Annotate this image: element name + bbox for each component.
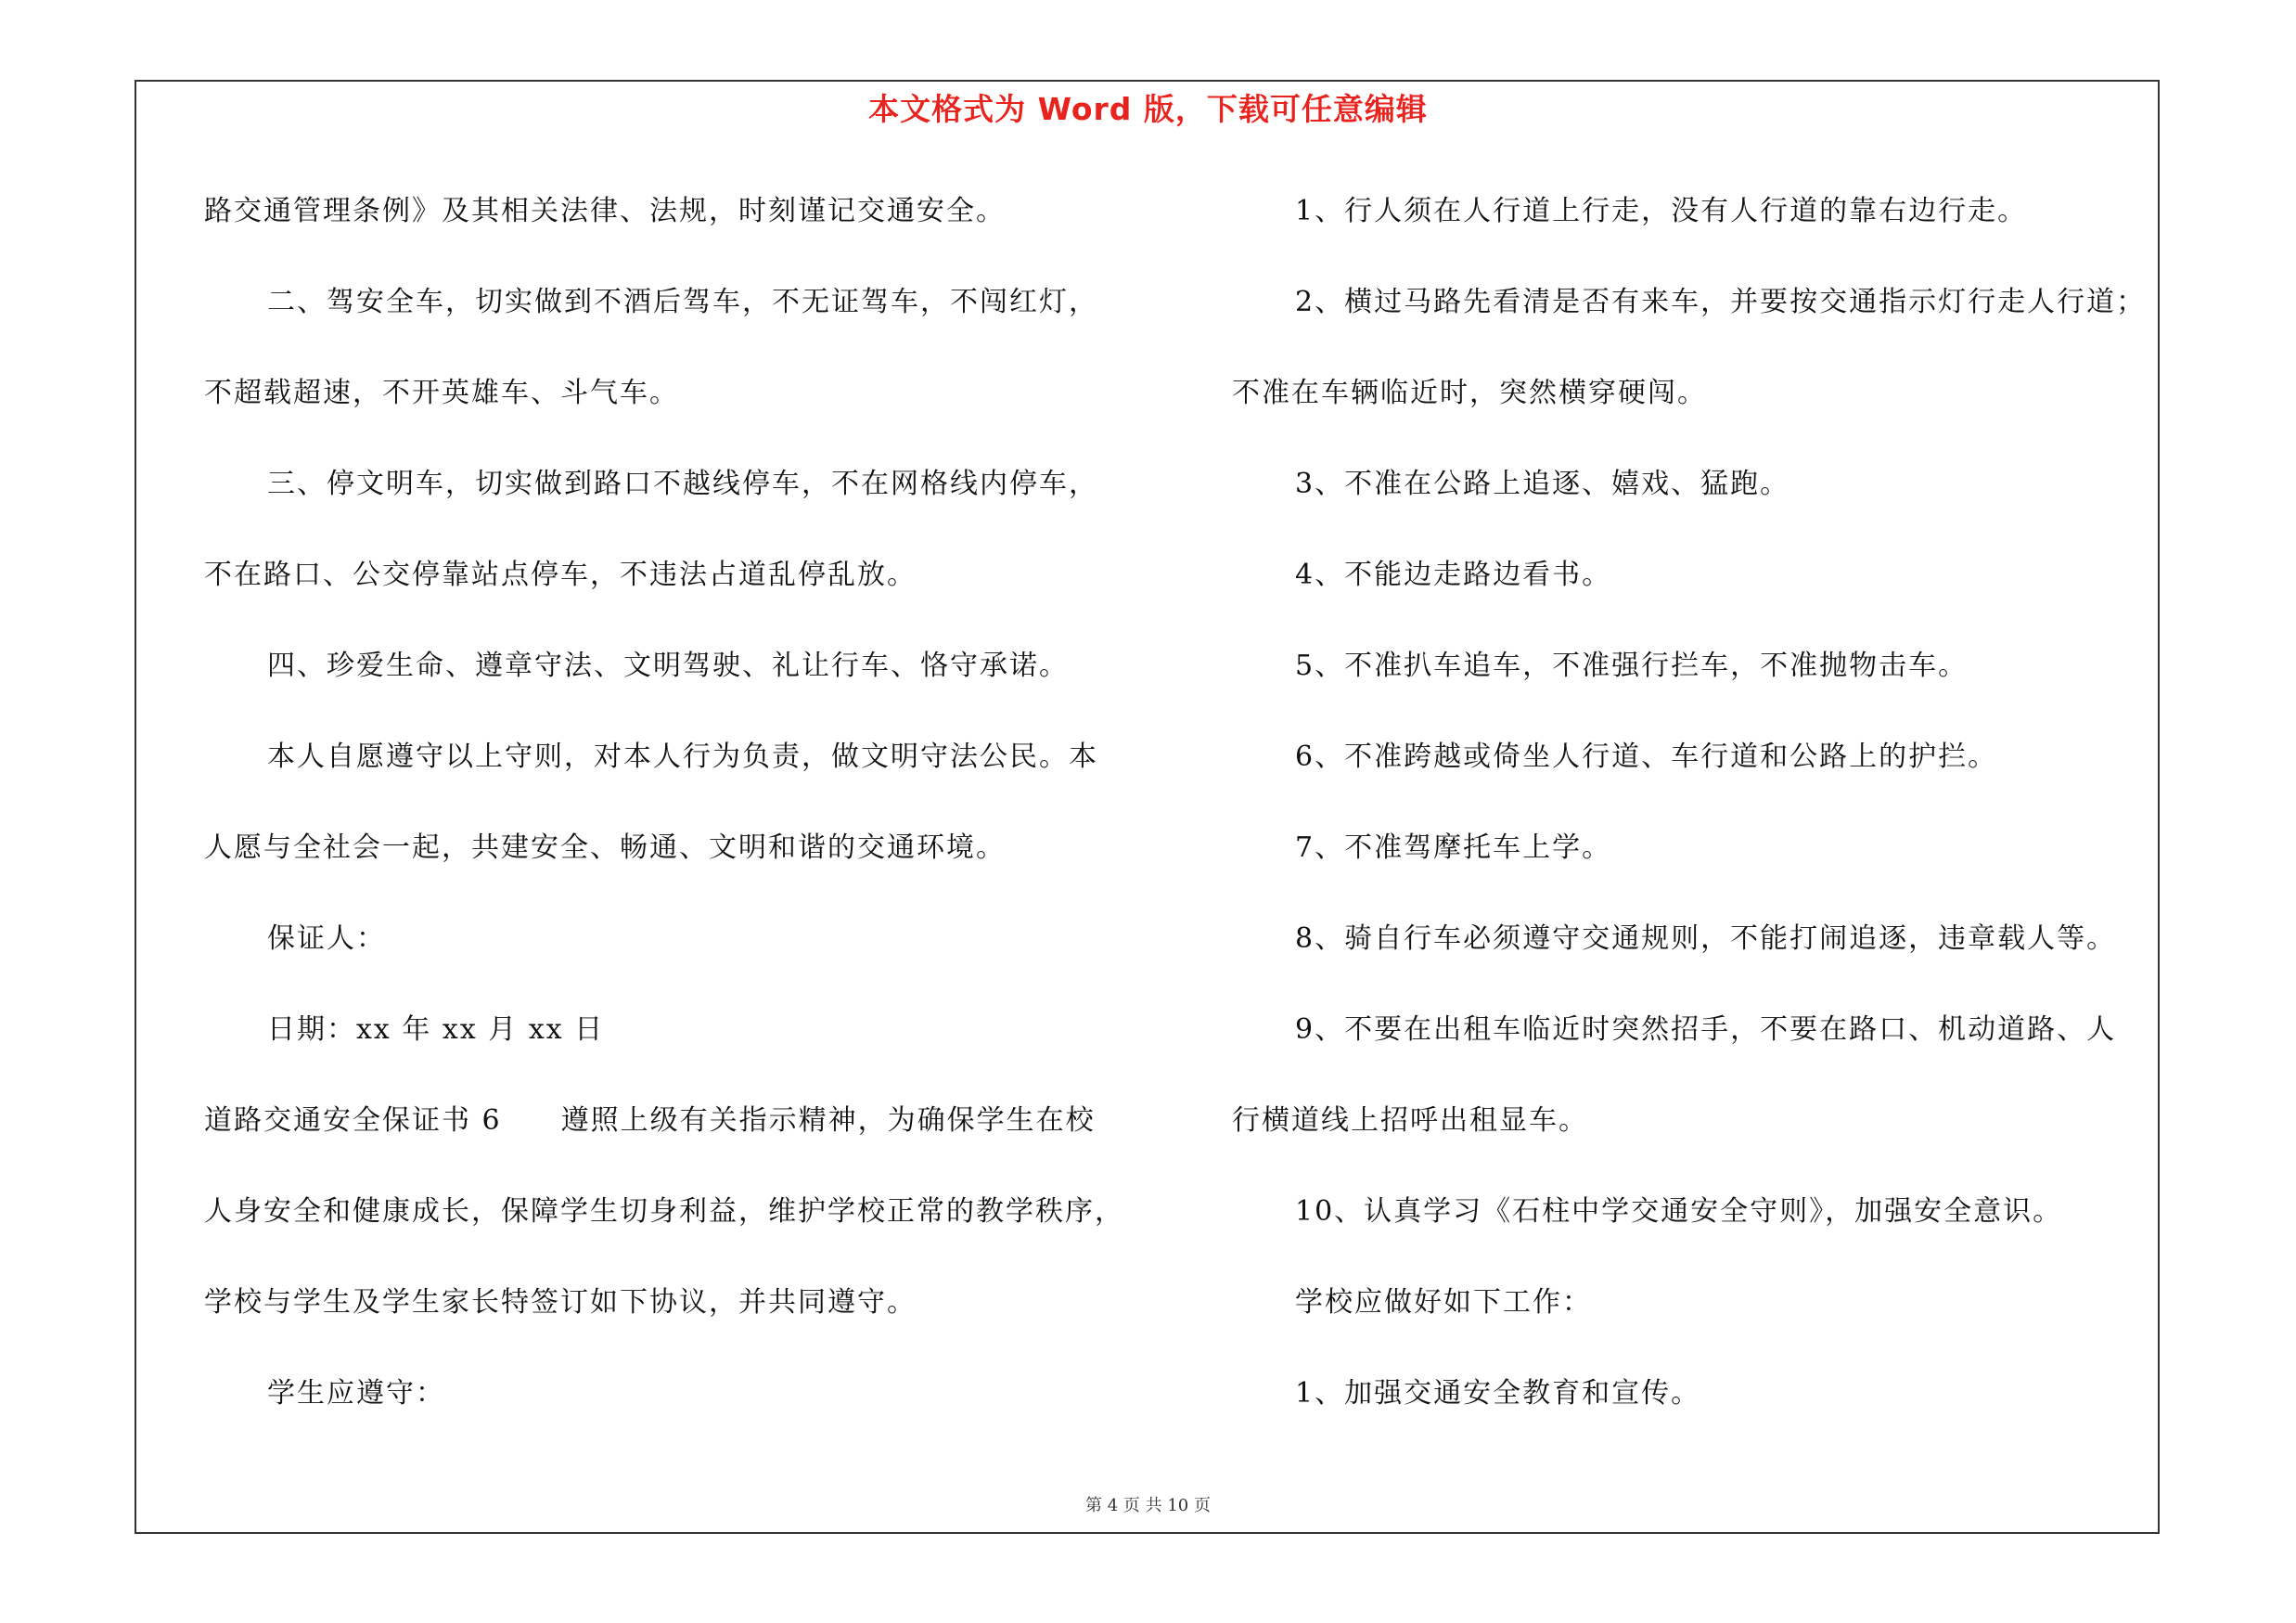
text-line: 人愿与全社会一起，共建安全、畅通、文明和谐的交通环境。	[204, 831, 1006, 864]
rule-item: 6、不准跨越或倚坐人行道、车行道和公路上的护拦。	[1295, 741, 1998, 773]
rule-item: 8、骑自行车必须遵守交通规则，不能打闹追逐，违章载人等。	[1295, 922, 2117, 955]
text-line: 学校与学生及学生家长特签订如下协议，并共同遵守。	[204, 1286, 917, 1319]
text-line: 学生应遵守：	[267, 1377, 445, 1410]
rule-item: 2、横过马路先看清是否有来车，并要按交通指示灯行走人行道；	[1295, 286, 2147, 318]
text-line: 二、驾安全车，切实做到不酒后驾车，不无证驾车，不闯红灯，	[267, 286, 1098, 318]
text-line: 路交通管理条例》及其相关法律、法规，时刻谨记交通安全。	[204, 195, 1006, 227]
text-line: 人身安全和健康成长，保障学生切身利益，维护学校正常的教学秩序，	[204, 1195, 1124, 1228]
section-label: 学校应做好如下工作：	[1295, 1286, 1592, 1319]
rule-item: 1、行人须在人行道上行走，没有人行道的靠右边行走。	[1295, 195, 2028, 227]
rule-item: 4、不能边走路边看书。	[1295, 559, 1612, 591]
section-heading-line	[204, 1102, 1096, 1140]
text-line: 不在路口、公交停靠站点停车，不违法占道乱停乱放。	[204, 559, 917, 591]
page-number: 第 4 页 共 10 页	[1085, 1496, 1211, 1515]
rule-item-cont: 不准在车辆临近时，突然横穿硬闯。	[1232, 377, 1707, 409]
rule-item-cont: 行横道线上招呼出租显车。	[1232, 1104, 1588, 1137]
rule-item: 5、不准扒车追车，不准强行拦车，不准抛物击车。	[1295, 650, 1969, 682]
text-line: 不超载超速，不开英雄车、斗气车。	[204, 377, 679, 409]
rule-item: 1、加强交通安全教育和宣传。	[1295, 1377, 1701, 1410]
rule-item: 3、不准在公路上追逐、嬉戏、猛跑。	[1295, 468, 1790, 500]
signer-label: 保证人：	[267, 922, 386, 955]
header-banner: 本文格式为 Word 版，下载可任意编辑	[868, 91, 1428, 127]
text-line: 三、停文明车，切实做到路口不越线停车，不在网格线内停车，	[267, 468, 1098, 500]
rule-item: 9、不要在出租车临近时突然招手，不要在路口、机动道路、人	[1295, 1013, 2117, 1046]
text-line: 本人自愿遵守以上守则，对本人行为负责，做文明守法公民。本	[267, 741, 1098, 773]
rule-item: 7、不准驾摩托车上学。	[1295, 831, 1612, 864]
rule-item: 10、认真学习《石柱中学交通安全守则》，加强安全意识。	[1295, 1195, 2063, 1228]
date-line: 日期：xx 年 xx 月 xx 日	[267, 1013, 605, 1046]
text-line: 四、珍爱生命、遵章守法、文明驾驶、礼让行车、恪守承诺。	[267, 650, 1069, 682]
section-intro: 遵照上级有关指示精神，为确保学生在校	[560, 1104, 1096, 1137]
section-heading: 道路交通安全保证书 6	[204, 1104, 502, 1137]
